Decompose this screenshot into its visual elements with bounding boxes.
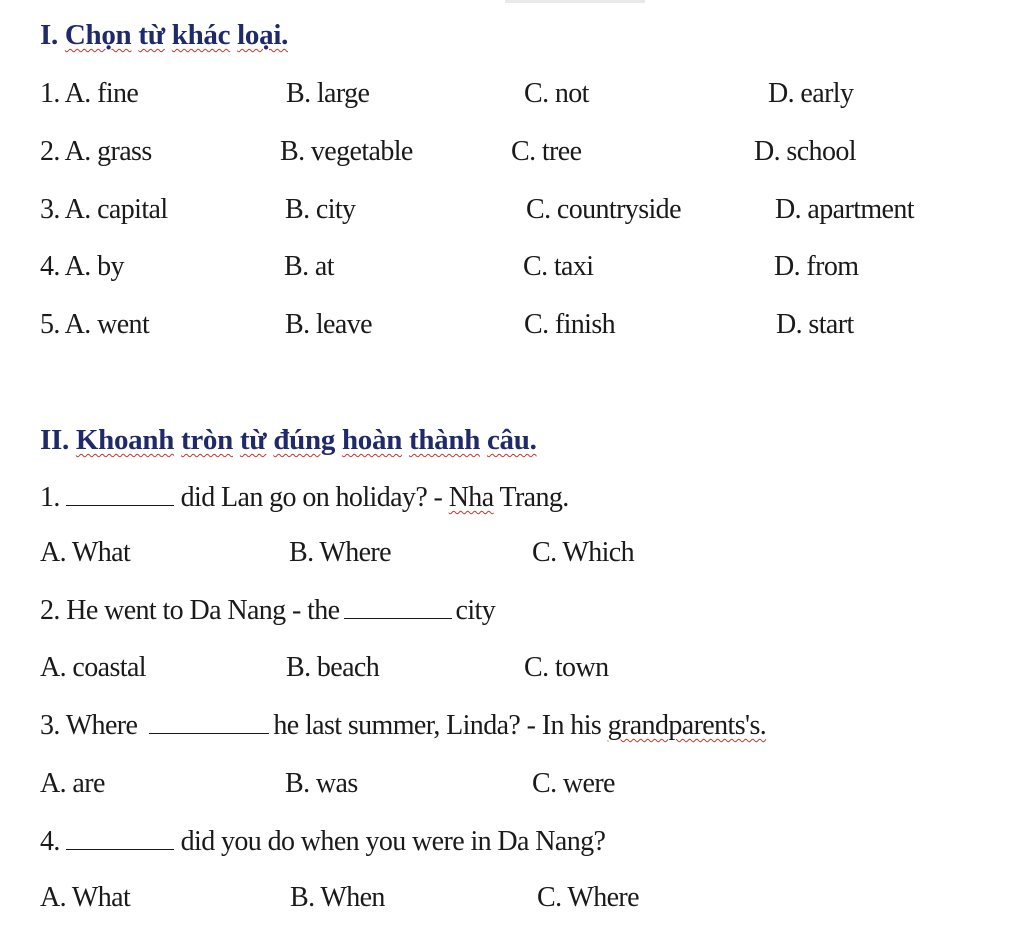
answer-blank[interactable]	[149, 713, 269, 734]
section2-title-word: thành	[408, 424, 481, 456]
question-1-option-c[interactable]: C. Which	[532, 537, 635, 568]
question-3-marked-word: grandparents's.	[607, 710, 767, 741]
question-1-option-b[interactable]: B. Where	[289, 537, 391, 568]
answer-blank[interactable]	[66, 485, 174, 506]
section1-heading	[40, 19, 288, 52]
question-4-text: did you do when you were in Da Nang?	[180, 826, 606, 857]
section2-title-word: hoàn	[341, 424, 403, 456]
row-5-b: B. leave	[285, 309, 372, 340]
question-3-number: 3.	[40, 710, 60, 741]
row-1-c: C. not	[524, 78, 589, 109]
section1-title-word: khác	[171, 19, 231, 51]
question-2-text-before: He went to Da Nang - the	[66, 595, 340, 626]
question-4	[40, 826, 605, 858]
question-2-text-after: city	[455, 595, 496, 626]
question-3-text-before: Where	[65, 710, 138, 741]
question-1-option-a[interactable]: A. What	[40, 537, 131, 568]
answer-blank[interactable]	[344, 598, 452, 619]
section1-title-word: loại.	[237, 19, 289, 51]
question-4-option-c[interactable]: C. Where	[537, 882, 639, 913]
section2-title-word: câu.	[486, 424, 537, 456]
section2-title-word: tròn	[180, 424, 233, 456]
question-1-tail: Trang.	[493, 482, 569, 513]
section2-heading	[40, 424, 537, 457]
row-4-a: 4. A. by	[40, 251, 124, 282]
row-2-b: B. vegetable	[280, 136, 413, 167]
section1-number: I.	[40, 19, 58, 51]
question-4-number: 4.	[40, 826, 60, 857]
question-3-text-after: he last summer, Linda? - In his	[273, 710, 608, 741]
answer-blank[interactable]	[66, 829, 174, 850]
section2-title-word: đúng	[273, 424, 336, 456]
row-3-a: 3. A. capital	[40, 194, 168, 225]
question-4-option-a[interactable]: A. What	[40, 882, 131, 913]
row-5-a: 5. A. went	[40, 309, 150, 340]
question-1	[40, 482, 569, 514]
question-1-marked-word: Nha	[448, 482, 494, 513]
row-2-d: D. school	[754, 136, 856, 167]
row-3-c: C. countryside	[526, 194, 681, 225]
row-2-c: C. tree	[511, 136, 582, 167]
question-4-option-b[interactable]: B. When	[290, 882, 385, 913]
row-1-a: 1. A. fine	[40, 78, 139, 109]
row-1-b: B. large	[286, 78, 370, 109]
row-2-a: 2. A. grass	[40, 136, 152, 167]
question-2	[40, 595, 495, 627]
question-1-text: did Lan go on holiday? -	[180, 482, 449, 513]
row-3-b: B. city	[285, 194, 356, 225]
row-5-d: D. start	[776, 309, 854, 340]
section1-title-word: Chọn	[64, 19, 132, 51]
question-3-option-b[interactable]: B. was	[285, 768, 358, 799]
question-1-number: 1.	[40, 482, 60, 513]
question-2-number: 2.	[40, 595, 60, 626]
row-4-c: C. taxi	[523, 251, 594, 282]
row-3-d: D. apartment	[775, 194, 914, 225]
row-4-d: D. from	[774, 251, 859, 282]
question-2-option-c[interactable]: C. town	[524, 652, 609, 683]
row-5-c: C. finish	[524, 309, 616, 340]
question-2-option-a[interactable]: A. coastal	[40, 652, 146, 683]
section2-title-word: Khoanh	[75, 424, 175, 456]
section2-title-word: từ	[239, 424, 267, 456]
question-3-option-a[interactable]: A. are	[40, 768, 105, 799]
question-3-option-c[interactable]: C. were	[532, 768, 615, 799]
question-3	[40, 710, 766, 742]
row-4-b: B. at	[284, 251, 334, 282]
section2-number: II.	[40, 424, 69, 456]
question-2-option-b[interactable]: B. beach	[286, 652, 380, 683]
section1-title-word: từ	[138, 19, 165, 51]
top-edge-mark	[505, 0, 645, 3]
row-1-d: D. early	[768, 78, 854, 109]
